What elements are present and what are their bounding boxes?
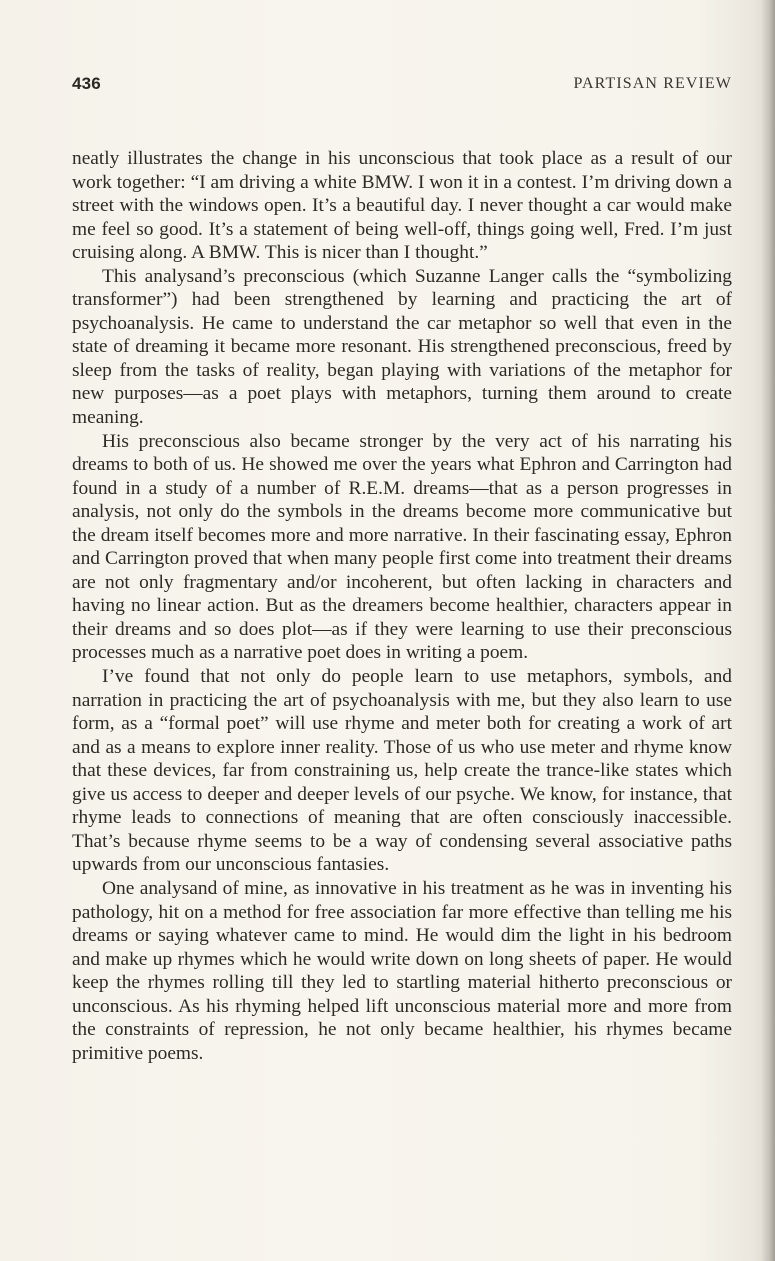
- paragraph: This analysand’s preconscious (which Suzanne Langer calls the “symbolizing transformer”) had been strengthened by learning and practicing the art of psychoanalysis. He came to understand the car metaphor so well that even in the state of dreaming it became more resonant. His strengthened preconscious, freed by sleep from the tasks of reality, began playing with variations of the metaphor for new purposes—as a poet plays with metaphors, turning them around to create meaning.: [72, 265, 732, 429]
- paragraph-continued: neatly illustrates the change in his unconscious that took place as a result of our work together: “I am driving a white BMW. I won it in a contest. I’m driving down a street with the windows open. It’s a beautiful day. I never thought a car would make me feel so good. It’s a statement of being well-off, things going well, Fred. I’m just cruising along. A BMW. This is nicer than I thought.”: [72, 148, 732, 264]
- running-head: PARTISAN REVIEW: [573, 75, 732, 92]
- paragraph: His preconscious also became stronger by the very act of his narrating his dreams to both of us. He showed me over the years what Ephron and Carrington had found in a study of a number of R.E.M. dreams—that as a person progresses in analysis, not only do the symbols in the dreams become more communicative but the dream itself becomes more and more narrative. In their fascinating essay, Ephron and Carrington proved that when many people first come into treatment their dreams are not only fragmentary and/or incoherent, but often lacking in characters and having no linear action. But as the dreamers become healthier, characters appear in their dreams and so does plot—as if they were learning to use their preconscious processes much as a narrative poet does in writing a poem.: [72, 430, 732, 664]
- page-header: [72, 74, 732, 100]
- page-binding-shadow: [761, 0, 775, 1261]
- page-number: 436: [72, 74, 101, 93]
- paragraph: I’ve found that not only do people learn to use metaphors, symbols, and narration in practicing the art of psychoanalysis with me, but they also learn to use form, as a “formal poet” will use rhyme and meter both for creating a work of art and as a means to explore inner reality. Those of us who use meter and rhyme know that these devices, far from constraining us, help create the trance-like states which give us access to deeper and deeper levels of our psyche. We know, for instance, that rhyme leads to connections of meaning that are often consciously inaccessible. That’s because rhyme seems to be a way of condensing several associative paths upwards from our unconscious fantasies.: [72, 666, 732, 876]
- paragraph: One analysand of mine, as innovative in his treatment as he was in inventing his pathology, hit on a method for free association far more effective than telling me his dreams or saying whatever came to mind. He would dim the light in his bedroom and make up rhymes which he would write down on long sheets of paper. He would keep the rhymes rolling till they led to startling material hitherto preconscious or unconscious. As his rhyming helped lift unconscious material more and more from the constraints of repression, he not only became healthier, his rhymes became primitive poems.: [72, 877, 732, 1064]
- article-body: [72, 147, 732, 1065]
